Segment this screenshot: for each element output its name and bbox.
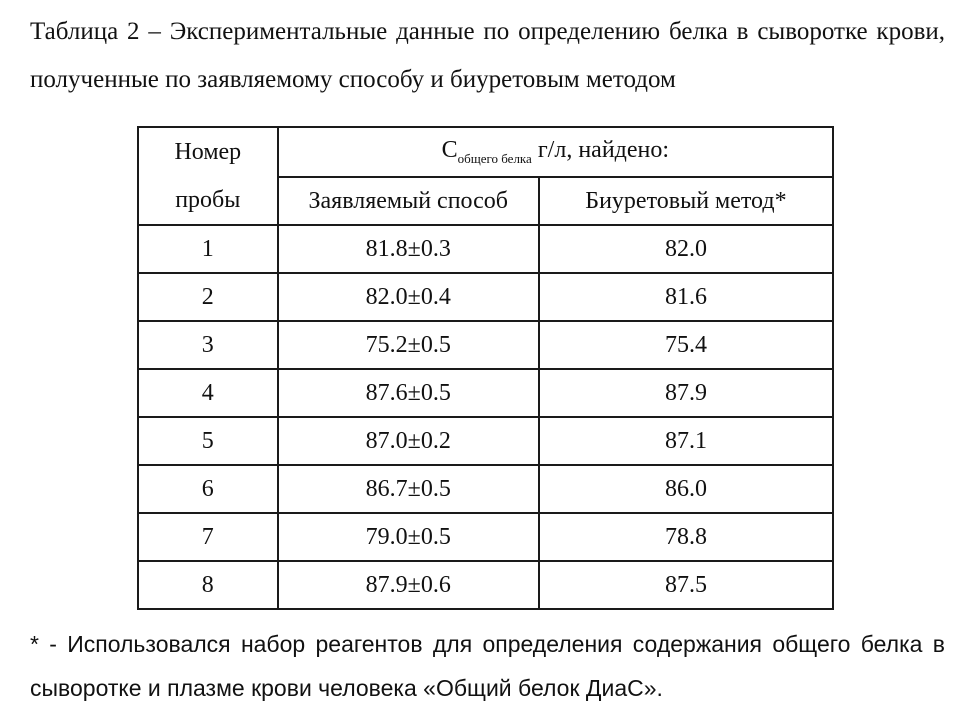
- table-row: [138, 273, 833, 321]
- cell-biuret-value: 87.9: [539, 369, 833, 417]
- cell-sample-number: 6: [138, 465, 278, 513]
- cell-biuret-value: 81.6: [539, 273, 833, 321]
- cell-sample-number: 1: [138, 225, 278, 273]
- cell-sample-number: 5: [138, 417, 278, 465]
- cell-sample-number: 2: [138, 273, 278, 321]
- header-sample-label-line1: Номер: [174, 139, 242, 165]
- header-conc-sub: общего белка: [457, 151, 532, 166]
- header-sample-number: [138, 127, 278, 225]
- cell-claimed-value: 87.6±0.5: [278, 369, 539, 417]
- cell-biuret-value: 75.4: [539, 321, 833, 369]
- table-row: [138, 465, 833, 513]
- cell-biuret-value: 78.8: [539, 513, 833, 561]
- header-concentration: [278, 127, 833, 177]
- cell-biuret-value: 87.5: [539, 561, 833, 609]
- cell-sample-number: 3: [138, 321, 278, 369]
- cell-claimed-value: 86.7±0.5: [278, 465, 539, 513]
- data-table: [137, 126, 834, 610]
- cell-claimed-value: 79.0±0.5: [278, 513, 539, 561]
- header-row-1: [138, 127, 833, 177]
- cell-biuret-value: 86.0: [539, 465, 833, 513]
- header-conc-tail: г/л, найдено:: [531, 137, 670, 163]
- cell-biuret-value: 87.1: [539, 417, 833, 465]
- cell-sample-number: 4: [138, 369, 278, 417]
- table-caption: Таблица 2 – Экспериментальные данные по определению белка в сыворотке крови, полученные по заявляемому способу и биуретовым методом: [30, 18, 945, 93]
- header-conc-main: С: [441, 137, 458, 163]
- table-row: [138, 417, 833, 465]
- cell-claimed-value: 87.9±0.6: [278, 561, 539, 609]
- cell-claimed-value: 82.0±0.4: [278, 273, 539, 321]
- cell-claimed-value: 81.8±0.3: [278, 225, 539, 273]
- header-method-biuret: Биуретовый метод*: [539, 177, 833, 225]
- table-row: [138, 513, 833, 561]
- cell-claimed-value: 75.2±0.5: [278, 321, 539, 369]
- cell-biuret-value: 82.0: [539, 225, 833, 273]
- cell-sample-number: 8: [138, 561, 278, 609]
- table-row: [138, 225, 833, 273]
- header-method-claimed: Заявляемый способ: [278, 177, 539, 225]
- header-sample-label-line2: пробы: [175, 187, 241, 213]
- cell-sample-number: 7: [138, 513, 278, 561]
- table-row: [138, 321, 833, 369]
- table-row: [138, 561, 833, 609]
- cell-claimed-value: 87.0±0.2: [278, 417, 539, 465]
- footnote: * - Использовался набор реагентов для определения содержания общего белка в сыворотке и плазме крови человека «Общий белок ДиаС».: [30, 631, 945, 701]
- table-row: [138, 369, 833, 417]
